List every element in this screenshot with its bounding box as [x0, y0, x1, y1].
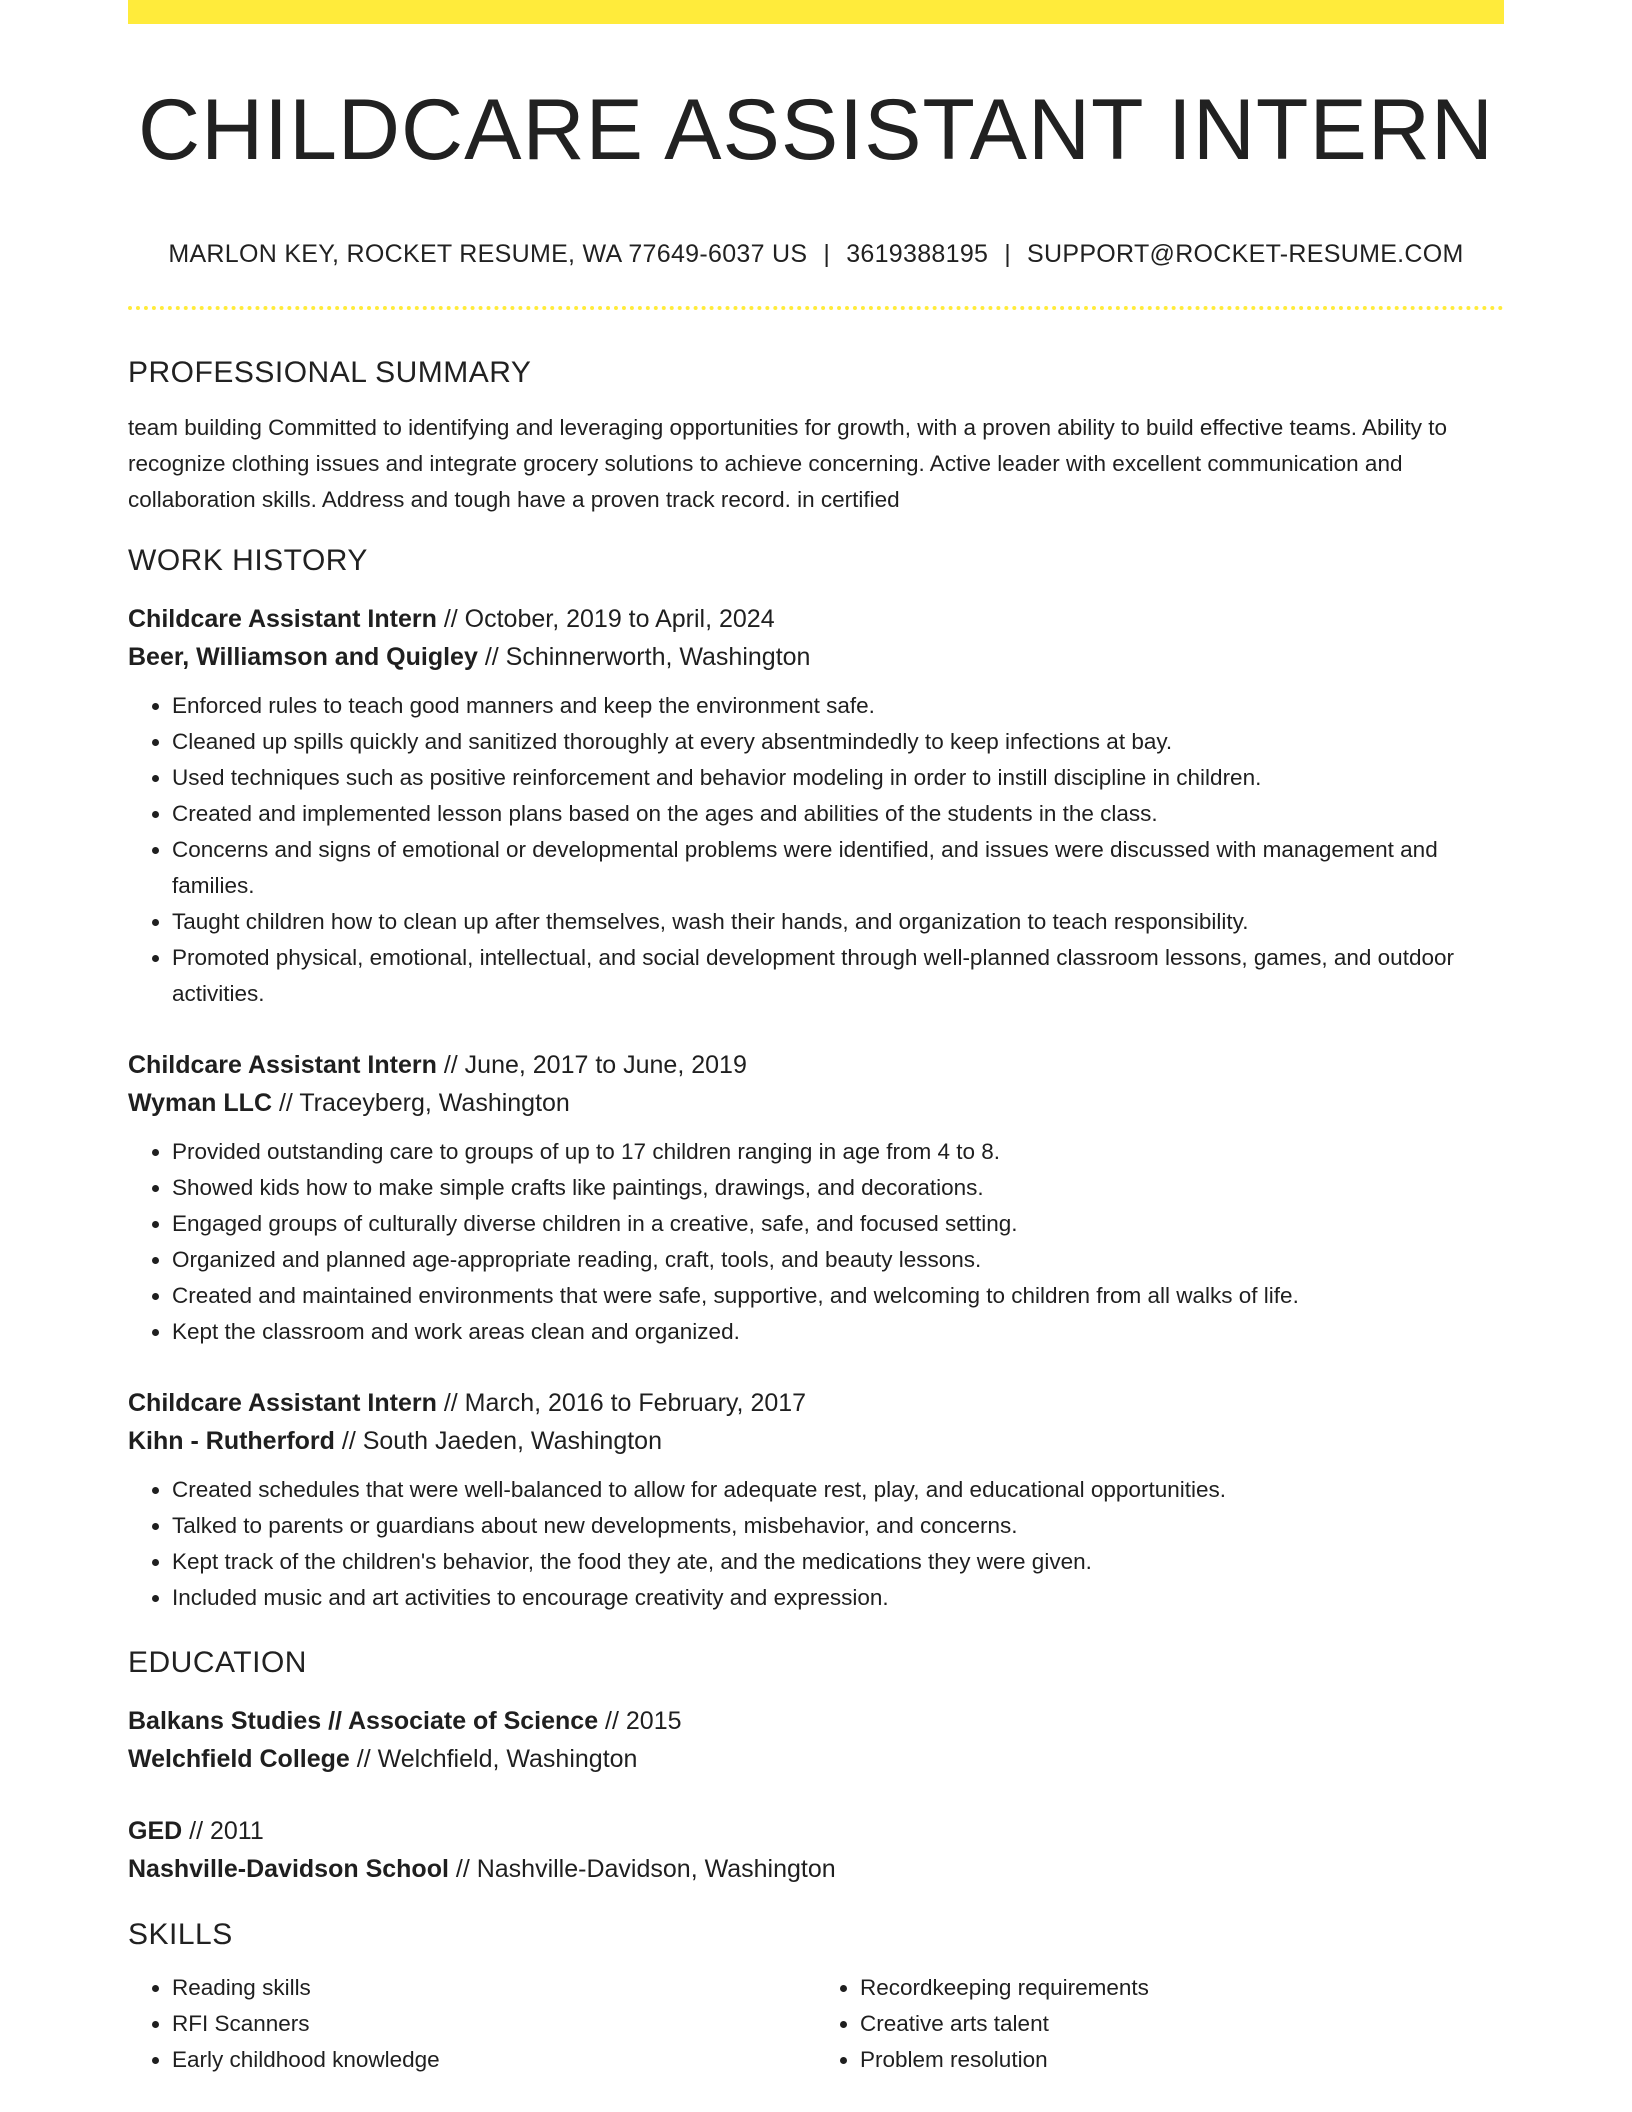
- summary-heading: PROFESSIONAL SUMMARY: [128, 356, 532, 389]
- job-entry: [128, 600, 1504, 1012]
- skills-right-list: [816, 1970, 1504, 2078]
- degree: GED: [128, 1817, 183, 1845]
- list-item: • Created schedules that were well-balanced to allow for adequate rest, play, and educational opportunities.: [172, 1472, 1504, 1508]
- job-location: // Schinnerworth, Washington: [484, 643, 811, 671]
- list-item: • Reading skills: [172, 1970, 816, 2006]
- job-title: Childcare Assistant Intern: [128, 1051, 437, 1079]
- degree: Balkans Studies // Associate of Science: [128, 1707, 599, 1735]
- job-company: Beer, Williamson and Quigley: [128, 643, 478, 671]
- list-item: • Talked to parents or guardians about new developments, misbehavior, and concerns.: [172, 1508, 1504, 1544]
- school-location: // Welchfield, Washington: [356, 1745, 638, 1773]
- job-entry: [128, 1046, 1504, 1350]
- list-item: • Creative arts talent: [860, 2006, 1504, 2042]
- job-company-line: [128, 1084, 1504, 1122]
- job-location: // South Jaeden, Washington: [341, 1427, 662, 1455]
- list-item: • Included music and art activities to encourage creativity and expression.: [172, 1580, 1504, 1616]
- list-item: • Promoted physical, emotional, intellectual, and social development through well-planned classroom lessons, games, and outdoor activities.: [172, 940, 1504, 1012]
- list-item: • Enforced rules to teach good manners and keep the environment safe.: [172, 688, 1504, 724]
- job-company-line: [128, 1422, 1504, 1460]
- skills-section: [128, 1914, 1504, 2078]
- list-item: • Kept the classroom and work areas clean and organized.: [172, 1314, 1504, 1350]
- list-item: • Early childhood knowledge: [172, 2042, 816, 2078]
- list-item: • Showed kids how to make simple crafts like paintings, drawings, and decorations.: [172, 1170, 1504, 1206]
- job-title: Childcare Assistant Intern: [128, 605, 437, 633]
- list-item: • Kept track of the children's behavior, the food they ate, and the medications they were given.: [172, 1544, 1504, 1580]
- school-line: [128, 1740, 1504, 1778]
- list-item: • Engaged groups of culturally diverse children in a creative, safe, and focused setting.: [172, 1206, 1504, 1242]
- work-history-section: [128, 540, 1504, 1616]
- job-dates: // June, 2017 to June, 2019: [443, 1051, 747, 1079]
- degree-line: [128, 1812, 1504, 1850]
- list-item: • Concerns and signs of emotional or developmental problems were identified, and issues were discussed with management and families.: [172, 832, 1504, 904]
- list-item: • Organized and planned age-appropriate reading, craft, tools, and beauty lessons.: [172, 1242, 1504, 1278]
- list-item: • Problem resolution: [860, 2042, 1504, 2078]
- list-item: • Cleaned up spills quickly and sanitized thoroughly at every absentmindedly to keep infections at bay.: [172, 724, 1504, 760]
- school-line: [128, 1850, 1504, 1888]
- top-accent-bar: [128, 0, 1504, 24]
- list-item: • Created and maintained environments that were safe, supportive, and welcoming to children from all walks of life.: [172, 1278, 1504, 1314]
- school: Welchfield College: [128, 1745, 350, 1773]
- education-heading: EDUCATION: [128, 1646, 307, 1679]
- list-item: • Provided outstanding care to groups of up to 17 children ranging in age from 4 to 8.: [172, 1134, 1504, 1170]
- contact-address: MARLON KEY, ROCKET RESUME, WA 77649-6037 US: [168, 240, 808, 268]
- job-title-line: [128, 1384, 1504, 1422]
- list-item: • Recordkeeping requirements: [860, 1970, 1504, 2006]
- work-history-heading: WORK HISTORY: [128, 544, 368, 577]
- job-title: Childcare Assistant Intern: [128, 1389, 437, 1417]
- skills-heading: SKILLS: [128, 1918, 233, 1951]
- skills-columns: [128, 1970, 1504, 2078]
- summary-section: [128, 352, 1504, 518]
- job-location: // Traceyberg, Washington: [278, 1089, 570, 1117]
- summary-text: team building Committed to identifying and leveraging opportunities for growth, with a proven ability to build effective teams. Ability to recognize clothing issues and integrate grocery solutions to achieve concerning. Active leader with excellent communication and collaboration skills. Address and tough have a proven track record. in certified: [128, 415, 1448, 512]
- list-item: • Taught children how to clean up after themselves, wash their hands, and organization to teach responsibility.: [172, 904, 1504, 940]
- resume-page: [128, 0, 1504, 2112]
- list-item: • Created and implemented lesson plans based on the ages and abilities of the students in the class.: [172, 796, 1504, 832]
- education-section: [128, 1642, 1504, 1888]
- degree-line: [128, 1702, 1504, 1740]
- degree-year: // 2011: [189, 1817, 264, 1845]
- contact-separator: |: [823, 240, 831, 268]
- contact-line: [128, 236, 1504, 272]
- job-bullets: [128, 1472, 1504, 1616]
- education-entry: [128, 1702, 1504, 1778]
- list-item: • Used techniques such as positive reinforcement and behavior modeling in order to instill discipline in children.: [172, 760, 1504, 796]
- contact-phone: 3619388195: [846, 240, 989, 268]
- school-location: // Nashville-Davidson, Washington: [455, 1855, 836, 1883]
- degree-year: // 2015: [605, 1707, 682, 1735]
- job-dates: // March, 2016 to February, 2017: [443, 1389, 807, 1417]
- job-bullets: [128, 1134, 1504, 1350]
- list-item: • RFI Scanners: [172, 2006, 816, 2042]
- education-entry: [128, 1812, 1504, 1888]
- page-title: CHILDCARE ASSISTANT INTERN: [137, 82, 1495, 178]
- contact-email: SUPPORT@ROCKET-RESUME.COM: [1027, 240, 1464, 268]
- job-title-line: [128, 1046, 1504, 1084]
- job-title-line: [128, 600, 1504, 638]
- skills-left-list: [128, 1970, 816, 2078]
- job-entry: [128, 1384, 1504, 1616]
- school: Nashville-Davidson School: [128, 1855, 449, 1883]
- job-dates: // October, 2019 to April, 2024: [443, 605, 775, 633]
- job-company: Wyman LLC: [128, 1089, 272, 1117]
- resume-content: [128, 352, 1504, 2078]
- contact-separator: |: [1004, 240, 1012, 268]
- job-bullets: [128, 688, 1504, 1012]
- header-divider: [128, 306, 1504, 310]
- job-company: Kihn - Rutherford: [128, 1427, 335, 1455]
- job-company-line: [128, 638, 1504, 676]
